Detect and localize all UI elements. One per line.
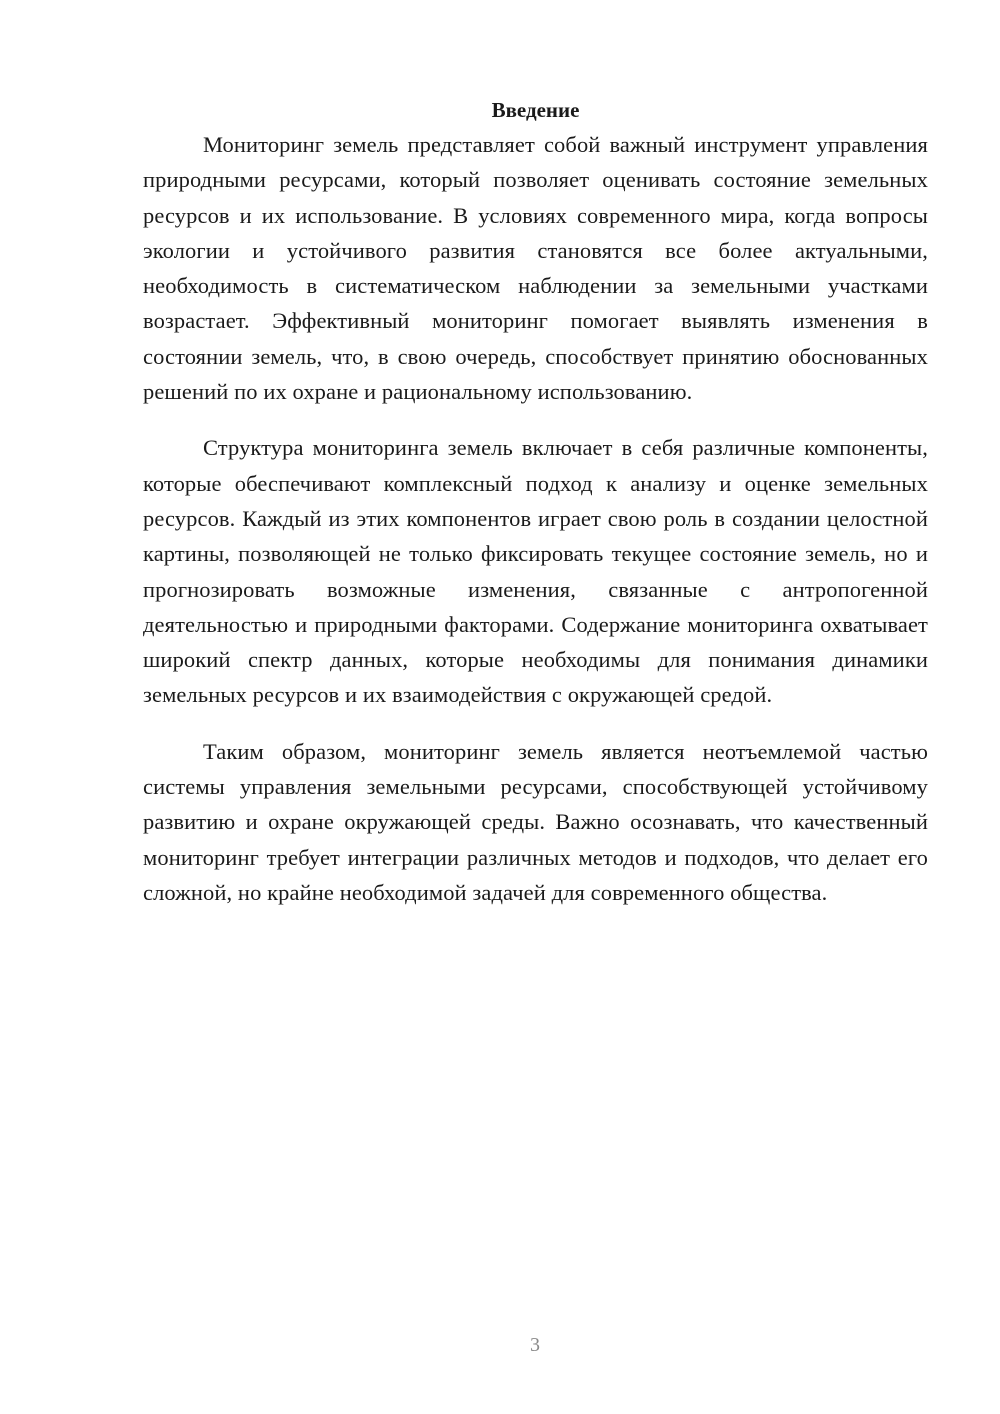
paragraph-structure: Структура мониторинга земель включает в себя различные компоненты, которые обеспечивают комплексный подход к анализу и оценке земельных ресурсов. Каждый из этих компонентов играет свою роль в создании целостной картины, позволяющей не только фиксировать текущее состояние земель, но и прогнозировать возможные изменения, связанные с антропогенной деятельностью и природными факторами. Содержание мониторинга охватывает широкий спектр данных, которые необходимы для понимания динамики земельных ресурсов и их взаимодействия с окружающей средой. bbox=[143, 435, 928, 708]
paragraph-intro: Мониторинг земель представляет собой важный инструмент управления природными ресурсами, который позволяет оценивать состояние земельных ресурсов и их использование. В условиях современного мира, когда вопросы экологии и устойчивого развития становятся все более актуальными, необходимость в систематическом наблюдении за земельными участками возрастает. Эффективный мониторинг помогает выявлять изменения в состоянии земель, что, в свою очередь, способствует принятию обоснованных решений по их охране и рациональному использованию. bbox=[143, 132, 928, 405]
page-content bbox=[143, 94, 928, 910]
page-number: 3 bbox=[530, 1334, 540, 1356]
paragraph-conclusion: Таким образом, мониторинг земель является неотъемлемой частью системы управления земельными ресурсами, способствующей устойчивому развитию и охране окружающей среды. Важно осознавать, что качественный мониторинг требует интеграции различных методов и подходов, что делает его сложной, но крайне необходимой задачей для современного общества. bbox=[143, 738, 928, 905]
section-heading: Введение bbox=[491, 98, 580, 122]
